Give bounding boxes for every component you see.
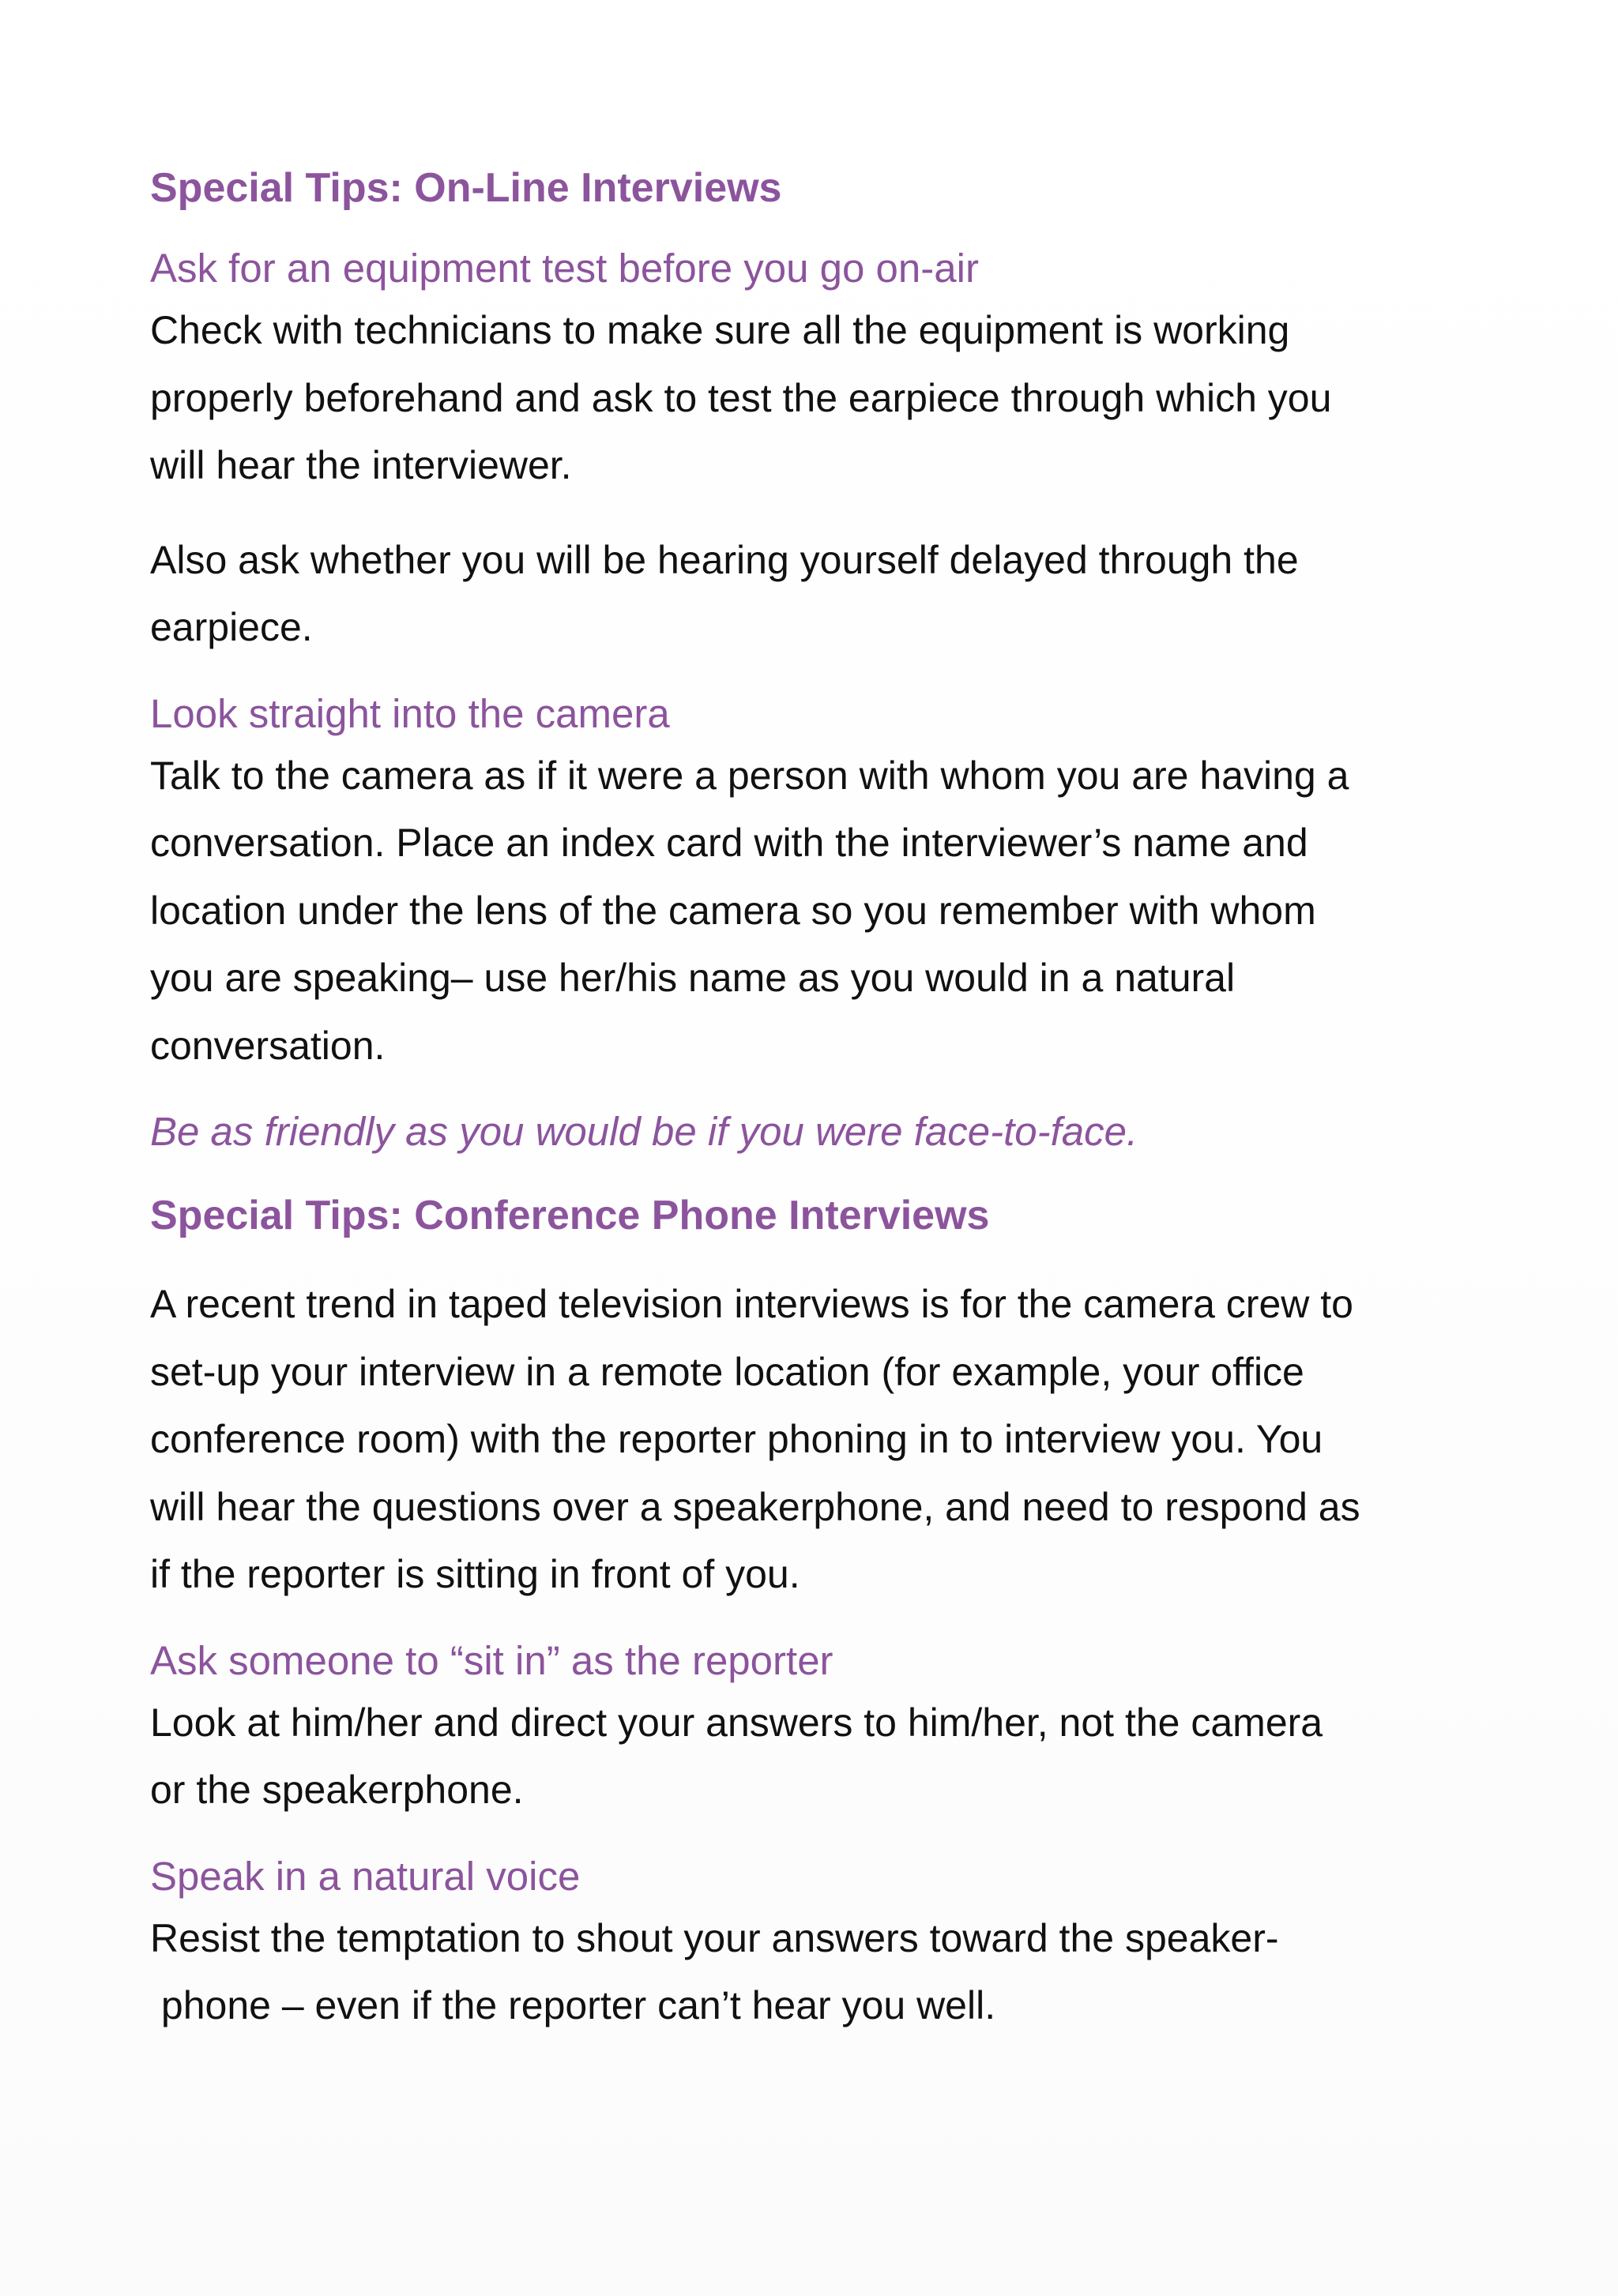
tip-heading-sit-in: Ask someone to “sit in” as the reporter bbox=[150, 1637, 833, 1683]
text-line: conversation. Place an index card with the interviewer’s name and bbox=[150, 821, 1308, 865]
section-heading-online: Special Tips: On-Line Interviews bbox=[150, 165, 782, 211]
text-line: Also ask whether you will be hearing yourself delayed through the bbox=[150, 537, 1299, 582]
paragraph-talk-to-camera bbox=[150, 742, 1485, 1080]
text-line: set-up your interview in a remote location (for example, your office bbox=[150, 1349, 1304, 1394]
text-line: or the speakerphone. bbox=[150, 1768, 524, 1812]
text-line: location under the lens of the camera so you remember with whom bbox=[150, 888, 1316, 933]
text-line: earpiece. bbox=[150, 605, 313, 649]
text-line: will hear the questions over a speakerphone, and need to respond as bbox=[150, 1484, 1360, 1529]
tip-heading-natural-voice: Speak in a natural voice bbox=[150, 1853, 581, 1899]
text-line: Talk to the camera as if it were a person with whom you are having a bbox=[150, 753, 1349, 798]
text-line: if the reporter is sitting in front of you. bbox=[150, 1552, 800, 1596]
paragraph-look-at-person bbox=[150, 1689, 1485, 1824]
section-heading-conference-phone: Special Tips: Conference Phone Interviews bbox=[150, 1193, 990, 1238]
text-line: Check with technicians to make sure all the equipment is working bbox=[150, 308, 1290, 352]
text-line: Look at him/her and direct your answers to him/her, not the camera bbox=[150, 1700, 1323, 1745]
text-line: phone – even if the reporter can’t hear you well. bbox=[150, 1983, 996, 2027]
text-line: conversation. bbox=[150, 1023, 386, 1068]
text-line: Resist the temptation to shout your answers toward the speaker- bbox=[150, 1915, 1279, 1960]
paragraph-resist-shouting bbox=[150, 1905, 1485, 2040]
paragraph-conference-intro bbox=[150, 1271, 1485, 1609]
document-content bbox=[150, 156, 1485, 2040]
paragraph-earpiece-delay bbox=[150, 527, 1485, 662]
text-line: properly beforehand and ask to test the earpiece through which you bbox=[150, 375, 1332, 420]
paragraph-equipment-check bbox=[150, 297, 1485, 500]
text-line: will hear the interviewer. bbox=[150, 443, 572, 487]
tip-heading-look-camera: Look straight into the camera bbox=[150, 690, 670, 736]
text-line: A recent trend in taped television interviews is for the camera crew to bbox=[150, 1282, 1353, 1326]
friendly-note: Be as friendly as you would be if you were face-to-face. bbox=[150, 1109, 1138, 1154]
text-line: you are speaking– use her/his name as you would in a natural bbox=[150, 956, 1236, 1000]
tip-heading-equipment-test: Ask for an equipment test before you go on-air bbox=[150, 246, 979, 291]
text-line: conference room) with the reporter phoning in to interview you. You bbox=[150, 1417, 1323, 1461]
